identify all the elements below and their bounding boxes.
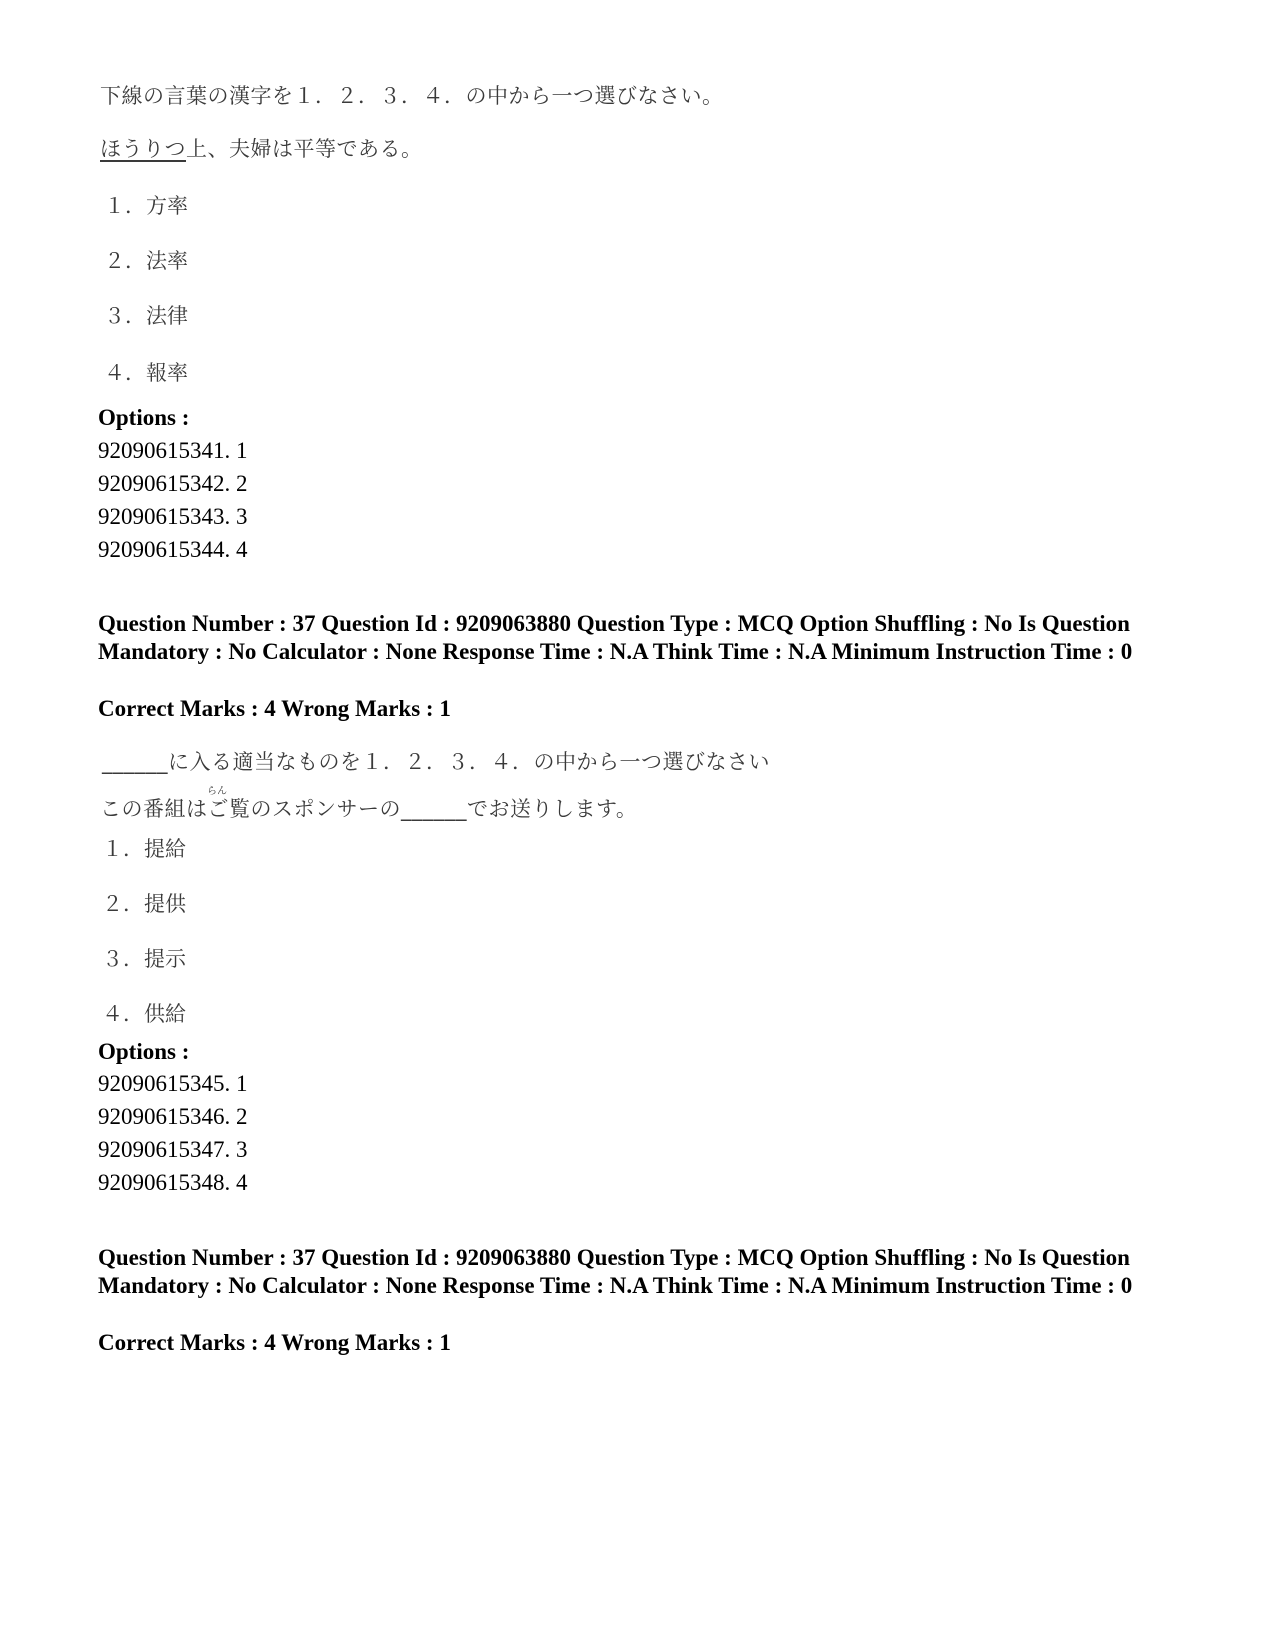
q1-sentence: [100, 133, 423, 163]
q2-marks: Correct Marks : 4 Wrong Marks : 1: [98, 696, 451, 721]
q2-options-label: Options :: [98, 1039, 190, 1064]
q1-choice-3: ３．法律: [104, 304, 188, 328]
q2-option-4: 92090615348. 4: [98, 1170, 248, 1195]
q2-choice-4: ４．供給: [102, 1002, 186, 1026]
q1-choice-2: ２．法率: [104, 249, 188, 273]
q1-options-label: Options :: [98, 405, 190, 430]
q1-option-1: 92090615341. 1: [98, 438, 248, 463]
q3-header: Question Number : 37 Question Id : 9209063880 Question Type : MCQ Option Shuffling : No Is Question Mandatory : No Calculator : None Response Time : N.A Think Time : N.A Minimum Instruction Time : 0: [98, 1245, 1133, 1298]
q2-choice-2: ２．提供: [102, 892, 186, 916]
q1-option-3: 92090615343. 3: [98, 504, 248, 529]
q2-ruby: らん: [207, 786, 227, 797]
q1-underlined-word: ほうりつ: [100, 137, 186, 161]
q1-instruction: 下線の言葉の漢字を１．２．３．４．の中から一つ選びなさい。: [100, 84, 724, 108]
q1-option-2: 92090615342. 2: [98, 471, 248, 496]
q1-sentence-rest: 上、夫婦は平等である。: [186, 137, 423, 161]
q2-choice-3: ３．提示: [102, 947, 186, 971]
q2-option-1: 92090615345. 1: [98, 1071, 248, 1096]
q2-option-2: 92090615346. 2: [98, 1104, 248, 1129]
q2-choice-1: １．提給: [102, 837, 186, 861]
q3-marks: Correct Marks : 4 Wrong Marks : 1: [98, 1330, 451, 1355]
q2-sentence: この番組はご覧のスポンサーの______でお送りします。: [100, 797, 638, 821]
q2-header: Question Number : 37 Question Id : 9209063880 Question Type : MCQ Option Shuffling : No Is Question Mandatory : No Calculator : None Response Time : N.A Think Time : N.A Minimum Instruction Time : 0: [98, 611, 1133, 664]
q1-choice-4: ４．報率: [104, 361, 188, 385]
q1-option-4: 92090615344. 4: [98, 537, 248, 562]
q2-instruction: ______に入る適当なものを１．２．３．４．の中から一つ選びなさい: [102, 750, 770, 774]
q2-option-3: 92090615347. 3: [98, 1137, 248, 1162]
q1-choice-1: １．方率: [104, 194, 188, 218]
